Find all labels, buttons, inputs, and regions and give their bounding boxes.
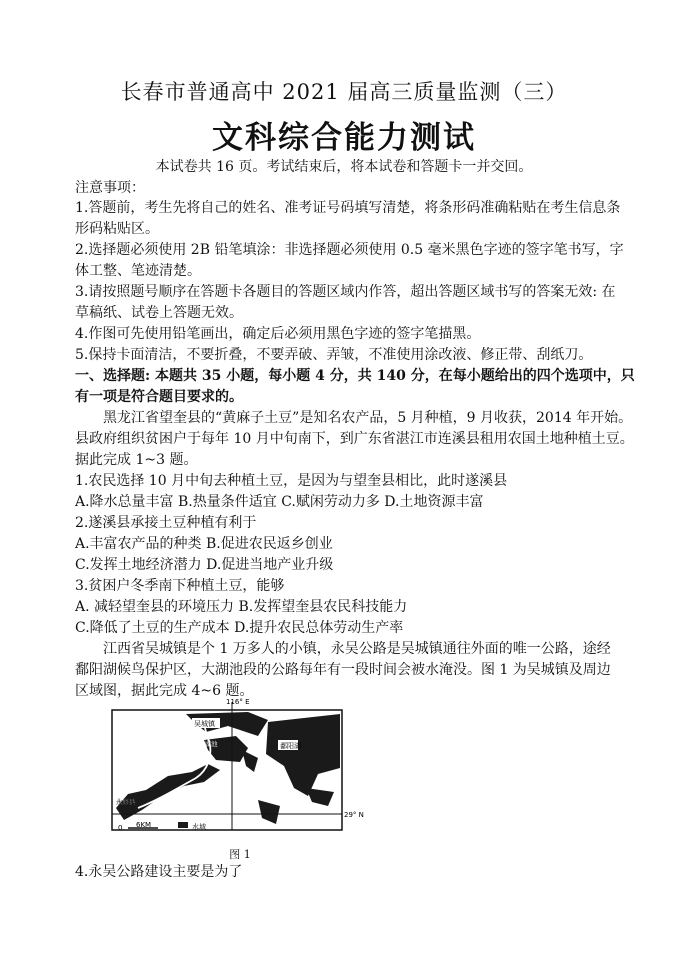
notice-line-1: 1.答题前，考生先将自己的姓名、准考证号码填写清楚，将条形码准确粘贴在考生信息条 bbox=[75, 200, 621, 216]
exam-title: 长春市普通高中 2021 届高三质量监测（三） bbox=[120, 80, 568, 104]
water-legend-swatch bbox=[178, 822, 188, 828]
question-4: 4.永吴公路建设主要是为了 bbox=[75, 864, 243, 880]
question-1-options: A.降水总量丰富 B.热量条件适宜 C.赋闲劳动力多 D.土地资源丰富 bbox=[75, 494, 484, 510]
lake-label: 鄱阳湖 bbox=[280, 742, 301, 750]
scale-zero: 0 bbox=[118, 824, 123, 832]
notice-heading: 注意事项： bbox=[75, 180, 145, 196]
question-3-options-cd: C.降低了土豆的生产成本 D.提升农民总体劳动生产率 bbox=[75, 620, 404, 636]
notice-line-7: 4.作图可先使用铅笔画出，确定后必须用黑色字迹的签字笔描黑。 bbox=[75, 326, 481, 342]
section-heading-1: 一、选择题: 本题共 35 小题，每小题 4 分，共 140 分，在每小题给出的四个选项中，只 bbox=[75, 368, 635, 384]
passage1-line-3: 据此完成 1~3 题。 bbox=[75, 452, 198, 468]
notice-line-3: 2.选择题必须使用 2B 铅笔填涂：非选择题必须使用 0.5 毫米黑色字迹的签字笔书写，字 bbox=[75, 242, 624, 258]
passage1-line-1: 黑龙江省望奎县的“黄麻子土豆”是知名农产品，5 月种植，9 月收获，2014 年开始。 bbox=[103, 410, 633, 426]
scale-length: 6KM bbox=[136, 821, 152, 829]
passage2-line-3: 区域图，据此完成 4~6 题。 bbox=[75, 683, 254, 699]
notice-line-8: 5.保持卡面清洁，不要折叠，不要弄破、弄皱，不准使用涂改液、修正带、刮纸刀。 bbox=[75, 347, 593, 363]
question-3: 3.贫困户冬季南下种植土豆，能够 bbox=[75, 578, 285, 594]
question-1: 1.农民选择 10 月中旬去种植土豆，是因为与望奎县相比，此时遂溪县 bbox=[75, 473, 508, 489]
question-2-options-cd: C.发挥土地经济潜力 D.促进当地产业升级 bbox=[75, 557, 334, 573]
wucheng-region-map bbox=[108, 696, 364, 844]
notice-line-6: 草稿纸、试卷上答题无效。 bbox=[75, 305, 243, 321]
town-label: 吴城镇 bbox=[194, 720, 215, 728]
question-2: 2.遂溪县承接土豆种植有利于 bbox=[75, 515, 257, 531]
passage1-line-2: 县政府组织贫困户于每年 10 月中旬南下，到广东省湛江市连溪县租用农国土地种植土豆。 bbox=[75, 431, 634, 447]
question-3-options-ab: A. 减轻望奎县的环境压力 B.发挥望奎县农民科技能力 bbox=[75, 599, 408, 615]
legend-water-label: 水域 bbox=[192, 823, 206, 831]
section-heading-2: 有一项是符合题目要求的。 bbox=[75, 389, 243, 405]
notice-line-5: 3.请按照题号顺序在答题卡各题目的答题区域内作答，超出答题区域书写的答案无效: 在 bbox=[75, 284, 616, 300]
notice-line-2: 形码粘贴区。 bbox=[75, 221, 159, 237]
subject-title: 文科综合能力测试 bbox=[212, 120, 476, 156]
longitude-label: 116° E bbox=[226, 698, 250, 706]
figure-caption: 图 1 bbox=[229, 848, 251, 861]
question-2-options-ab: A.丰富农产品的种类 B.促进农民返乡创业 bbox=[75, 536, 333, 552]
exam-subtitle: 本试卷共 16 页。考试结束后，将本试卷和答题卡一并交回。 bbox=[155, 159, 533, 175]
passage2-line-2: 鄱阳湖候鸟保护区，大湖池段的公路每年有一段时间会被水淹没。图 1 为吴城镇及周边 bbox=[75, 662, 611, 678]
notice-line-4: 体工整、笔迹清楚。 bbox=[75, 263, 201, 279]
latitude-label: 29° N bbox=[344, 811, 364, 819]
county-label: 永修县 bbox=[116, 798, 136, 806]
passage2-line-1: 江西省吴城镇是个 1 万多人的小镇，永吴公路是吴城镇通往外面的唯一公路，途经 bbox=[103, 641, 611, 657]
pool-label: 大湖池 bbox=[198, 740, 218, 748]
